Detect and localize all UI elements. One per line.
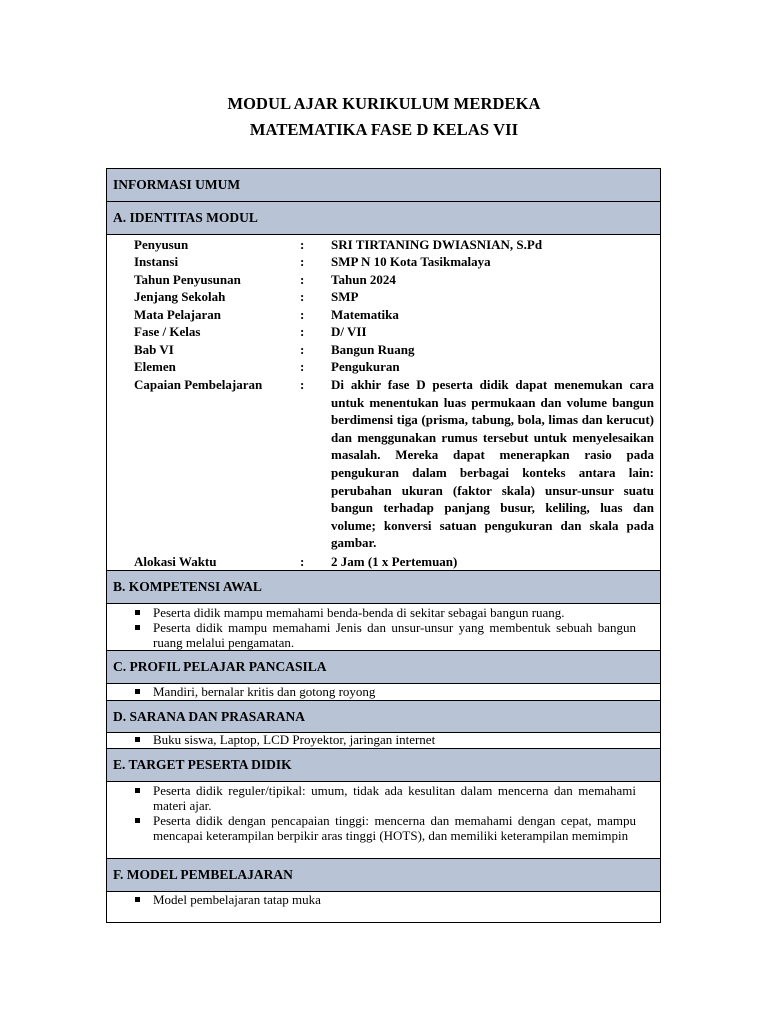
bullet-item [107, 813, 660, 843]
identitas-colon: : [300, 272, 305, 287]
bullet-square-icon [135, 788, 140, 793]
section-profil-pelajar: C. PROFIL PELAJAR PANCASILA [106, 650, 661, 684]
identitas-value: Tahun 2024 [331, 272, 396, 287]
bullet-text: Buku siswa, Laptop, LCD Proyektor, jaringan internet [153, 732, 436, 747]
identitas-label: Penyusun [134, 237, 189, 252]
target-content [106, 781, 661, 859]
identitas-colon: : [300, 237, 305, 252]
identitas-label: Capaian Pembelajaran [134, 377, 263, 392]
section-model: F. MODEL PEMBELAJARAN [106, 858, 661, 892]
bullet-text: Peserta didik dengan pencapaian tinggi: mencerna dan memahami dengan cepat, mampu mencapai keterampilan berpikir aras tinggi (HOTS), dan memiliki keterampilan memimpin [153, 813, 636, 843]
identitas-value: SRI TIRTANING DWIASNIAN, S.Pd [331, 237, 543, 252]
model-content [106, 891, 661, 923]
bullet-text: Model pembelajaran tatap muka [153, 892, 321, 907]
section-target: E. TARGET PESERTA DIDIK [106, 748, 661, 782]
bullet-item [107, 892, 660, 907]
bullet-text: Peserta didik mampu memahami Jenis dan unsur-unsur yang membentuk sebuah bangun ruang melalui pengamatan. [153, 620, 636, 650]
identitas-table [106, 234, 661, 571]
identitas-value: SMP [331, 289, 359, 304]
bullet-item [107, 684, 660, 699]
bullet-text: Peserta didik reguler/tipikal: umum, tidak ada kesulitan dalam mencerna dan memahami materi ajar. [153, 783, 636, 813]
bullet-square-icon [135, 818, 140, 823]
identitas-colon: : [300, 554, 305, 569]
identitas-label: Instansi [134, 254, 179, 269]
bullet-square-icon [135, 625, 140, 630]
bullet-item [107, 620, 660, 650]
identitas-value: Matematika [331, 307, 399, 322]
bullet-square-icon [135, 689, 140, 694]
identitas-colon: : [300, 307, 305, 322]
identitas-value: D/ VII [331, 324, 367, 339]
identitas-label: Elemen [134, 359, 176, 374]
kompetensi-awal-content [106, 603, 661, 651]
section-informasi-umum: INFORMASI UMUM [106, 168, 661, 202]
identitas-colon: : [300, 359, 305, 374]
section-kompetensi-awal: B. KOMPETENSI AWAL [106, 570, 661, 604]
identitas-value: Pengukuran [331, 359, 400, 374]
identitas-label: Tahun Penyusunan [134, 272, 241, 287]
bullet-item [107, 732, 660, 747]
sarana-content [106, 732, 661, 749]
section-identitas-modul: A. IDENTITAS MODUL [106, 201, 661, 235]
bullet-item [107, 783, 660, 813]
identitas-label: Fase / Kelas [134, 324, 201, 339]
identitas-colon: : [300, 254, 305, 269]
identitas-value: Di akhir fase D peserta didik dapat menemukan cara untuk menentukan luas permukaan dan volume bangun berdimensi tiga (prisma, tabung, bola, limas dan kerucut) dan menggunakan rumus tersebut untuk menyelesaikan masalah. Mereka dapat menerapkan rasio pada pengukuran dalam berbagai konteks antara lain: perubahan ukuran (faktor skala) unsur-unsur suatu bangun terhadap panjang busur, keliling, luas dan volume; konversi satuan pengukuran dan skala pada gambar. [331, 377, 654, 551]
identitas-label: Mata Pelajaran [134, 307, 222, 322]
bullet-item [107, 605, 660, 620]
identitas-label: Jenjang Sekolah [134, 289, 226, 304]
bullet-square-icon [135, 610, 140, 615]
bullet-text: Mandiri, bernalar kritis dan gotong royong [153, 684, 376, 699]
profil-content [106, 683, 661, 701]
identitas-value: 2 Jam (1 x Pertemuan) [331, 554, 458, 569]
identitas-colon: : [300, 377, 305, 392]
section-sarana: D. SARANA DAN PRASARANA [106, 700, 661, 733]
document-title-line1: MODUL AJAR KURIKULUM MERDEKA [227, 94, 541, 113]
identitas-label: Bab VI [134, 342, 174, 357]
identitas-colon: : [300, 342, 305, 357]
bullet-square-icon [135, 897, 140, 902]
identitas-colon: : [300, 324, 305, 339]
identitas-value: SMP N 10 Kota Tasikmalaya [331, 254, 491, 269]
identitas-label: Alokasi Waktu [134, 554, 217, 569]
identitas-value: Bangun Ruang [331, 342, 415, 357]
identitas-colon: : [300, 289, 305, 304]
bullet-text: Peserta didik mampu memahami benda-benda di sekitar sebagai bangun ruang. [153, 605, 565, 620]
bullet-square-icon [135, 737, 140, 742]
document-title-line2: MATEMATIKA FASE D KELAS VII [249, 120, 519, 139]
